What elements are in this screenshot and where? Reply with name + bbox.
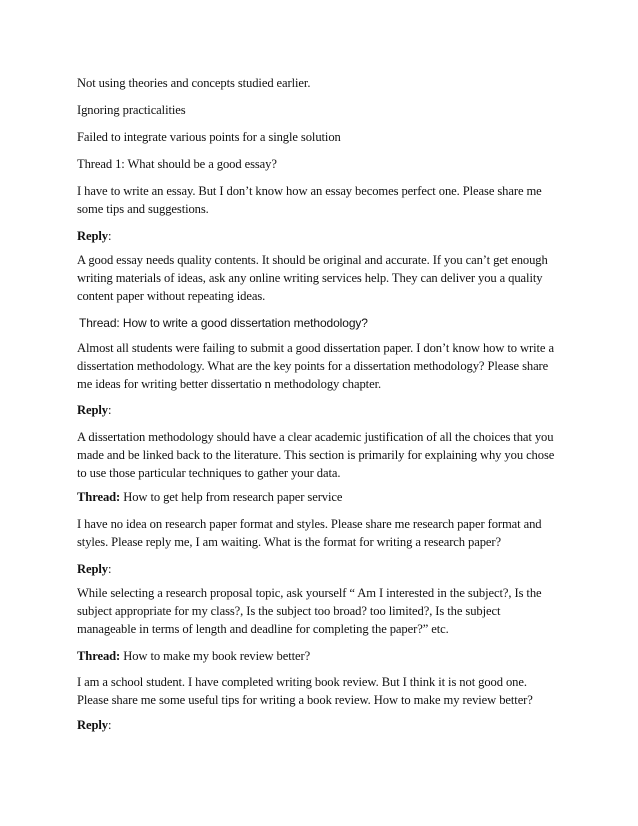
reply-label: Reply: [77, 229, 108, 243]
thread4-title: [77, 648, 310, 664]
thread1-question-line-1: I have to write an essay. But I don’t know how an essay becomes perfect one. Please share me: [77, 184, 542, 198]
intro-line-2: Ignoring practicalities: [77, 103, 186, 117]
thread-label: Thread:: [79, 316, 120, 330]
thread2-reply-line-1: A dissertation methodology should have a clear academic justification of all the choices that you: [77, 430, 554, 444]
thread2-question-line-3: me ideas for writing better dissertatio n methodology chapter.: [77, 377, 382, 391]
thread1-question-line-2: some tips and suggestions.: [77, 202, 209, 216]
thread2-title: [79, 315, 368, 331]
thread4-question-line-2: Please share me some useful tips for writing a book review. How to make my review better?: [77, 693, 533, 707]
thread1-reply-line-3: content paper without repeating ideas.: [77, 289, 266, 303]
thread1-reply-line-2: writing materials of ideas, ask any online writing services help. They can deliver you a quality: [77, 271, 543, 285]
thread4-question-line-1: I am a school student. I have completed writing book review. But I think it is not good one.: [77, 675, 527, 689]
thread2-reply-heading: Reply:: [77, 403, 112, 417]
reply-label: Reply: [77, 718, 108, 732]
reply-label: Reply: [77, 562, 108, 576]
intro-line-3: Failed to integrate various points for a single solution: [77, 130, 341, 144]
thread4-reply-heading: Reply:: [77, 718, 112, 732]
thread1-reply-heading: Reply:: [77, 229, 112, 243]
thread3-reply-line-3: manageable in terms of length and deadline for completing the paper?” etc.: [77, 622, 449, 636]
thread3-reply-heading: Reply:: [77, 562, 112, 576]
thread3-title: [77, 489, 342, 505]
thread-title-text: How to make my book review better?: [123, 649, 311, 663]
thread2-reply-line-2: made and be linked back to the literature. This section is primarily for explaining why you chose: [77, 448, 555, 462]
thread-label: Thread:: [77, 649, 121, 663]
thread3-question-line-2: styles. Please reply me, I am waiting. What is the format for writing a research paper?: [77, 535, 502, 549]
thread-label: Thread:: [77, 490, 121, 504]
thread2-question-line-2: dissertation methodology. What are the key points for a dissertation methodology? Please share: [77, 359, 549, 373]
thread3-reply-line-2: subject appropriate for my class?, Is the subject too broad? too limited?, Is the subject: [77, 604, 501, 618]
thread-title-text: How to write a good dissertation methodology?: [122, 316, 368, 330]
thread2-question-line-1: Almost all students were failing to submit a good dissertation paper. I don’t know how to write a: [77, 341, 554, 355]
thread3-question-line-1: I have no idea on research paper format and styles. Please share me research paper format and: [77, 517, 542, 531]
thread2-reply-line-3: to use those particular techniques to gather your data.: [77, 466, 341, 480]
thread1-title: Thread 1: What should be a good essay?: [77, 157, 277, 171]
reply-label: Reply: [77, 403, 108, 417]
thread1-reply-line-1: A good essay needs quality contents. It should be original and accurate. If you can’t get enough: [77, 253, 548, 267]
intro-line-1: Not using theories and concepts studied earlier.: [77, 76, 311, 90]
thread3-reply-line-1: While selecting a research proposal topic, ask yourself “ Am I interested in the subject?, Is the: [77, 586, 542, 600]
thread-title-text: How to get help from research paper service: [123, 490, 343, 504]
